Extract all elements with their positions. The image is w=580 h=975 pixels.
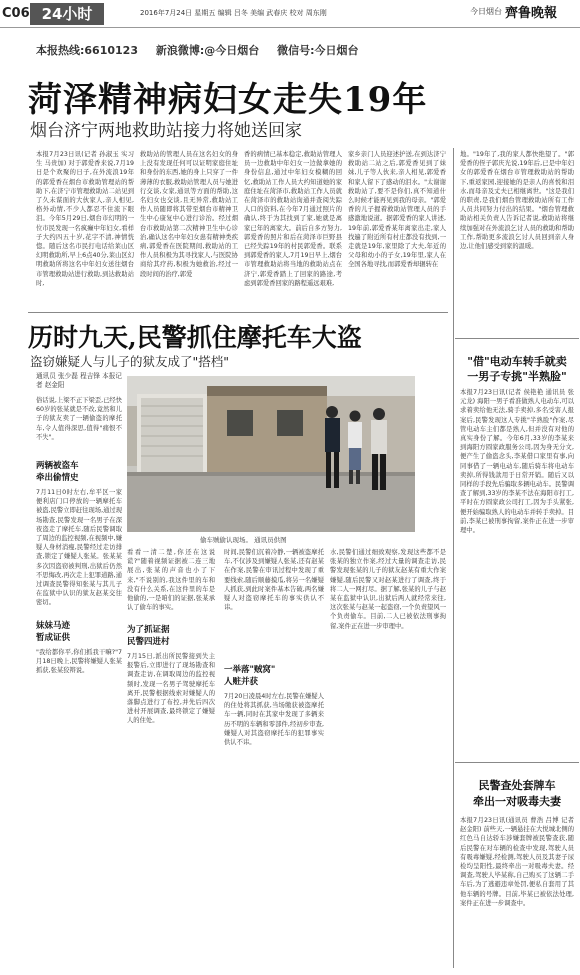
photo-caption: 偷车贼偷认现场。 通讯员供图 <box>200 536 287 544</box>
article2-col-left-2: "我给都你平,你们抓我干嘛?"7月18日晚上,民警将嫌疑人张某抓获,张某狡辩说。 <box>36 649 122 675</box>
article1-col5: 地。"19年了,我的家人都快绝望了。"郭爱香的侄子郭庆光说,19年后,已是中年妇女的郭爱香在烟台市管理救助站的帮助下,重返家园,迎接她的是亲人的喜悦和泪水,而母亲及丈夫已相继离世。"这是我们的职责,是我们烟台管理救助站所有工作人员共同努力付出的结果。"烟台管理救助站相关负责人告诉记者说,救助站将继续加强对在外流浪乞讨人员的救助和帮助工作,帮助更多流浪乞讨人员回到亲人身边,让他们感受到家的温暖。 <box>460 151 574 251</box>
photo-illustration <box>127 376 415 532</box>
article2-intro: 俗话说,上梁不正下梁歪,已经快60岁的张某就是不改,竟然和儿子的狱友卖了一辆偷盗的摩托车,令人值得深思,值得"痛恨不不失"。 <box>36 397 122 441</box>
top-bar <box>0 0 580 28</box>
date-info-line: 2016年7月24日 星期五 编辑 吕冬 美编 武春庆 校对 周东刚 <box>140 9 327 17</box>
article1-col1: 本报7月23日讯(记者 孙淑玉 实习生 马贵加) 对于郭爱香来说,7月19日是个欢聚的日子,在外流浪19年的郭爱香在烟台市救助管理站的帮助下,在济宁市管理救助站二站见到了久未谋面的大伙家人,亲人相见,格外动情,不少人都忍不住流下眼泪。今年5月29日,烟台市幻明的一位市民发现一名疯癫中年妇女,看样子大约四五十岁,花字不清,神情恍惚。随后这名市民打电话给莱山区幻明救助所,早上6点40分,莱山区幻明救助所将这名中年妇女送往烟台市管理救助站进行救助,到达救助站时, <box>36 151 134 287</box>
article4-body: 本报7月23日讯(通讯员 曹浩 吕博 记者 赵金阳) 前些天,一辆悬挂在大悦城北侧的红色马自达轿车涉嫌套牌被民警查获,随后民警在对车辆的检查中发现,驾驶人员有吸毒嫌疑,经检测,驾驶人员及其妻子尿检均呈阳性,最终牵出一对吸毒夫妻。经调查,驾驶人毕某称,自己购买了这辆二手车后,为了逃避违章处罚,便私自套用了其他车辆的号牌。目前,毕某已被依法处理,案件正在进一步调查中。 <box>460 817 574 907</box>
article2-subhead-3: 为了抓证据 民警四进村 <box>127 625 170 647</box>
section-label: 24小时 <box>30 3 104 25</box>
hotline-weibo: 新浪微博:@今日烟台 <box>155 44 260 57</box>
news-photo <box>127 376 415 532</box>
divider <box>455 762 579 763</box>
article1-col2: 救助站的管理人员在这名妇女的身上没有发现任何可以证明家庭住址和身份的东西,她的身上只穿了一件薄薄的衣服,救助站管理人员与她进行交谈,女家,通讯等方面的帮助,这名妇女也交谈,且无异常,救助站工作人员随即将其带至烟台市精神卫生中心康复中心进行诊治。经过烟台市救助站第二次精神卫生中心诊治,确认这名中年妇女患有精神类疾病,郭爱香在医院期间,救助站的工作人员积极为其寻找家人,与医院协商给其疗药,积极为她救治,经过一段时间的治疗,郭爱 <box>140 151 238 278</box>
headline-1: 菏泽精神病妇女走失19年 <box>28 80 428 120</box>
subheadline-2: 盗窃嫌疑人与儿子的狱友成了"搭档" <box>30 354 229 369</box>
article2-subhead-2: 妹妹马迹 暂成证供 <box>36 621 71 643</box>
article1-col4: 家乡亲门人员迎述护送,在到达济宁救助站二站之后,郭爱香见到了妹妹,儿子等人伙来,亲人相见,郭爱香和家人留下了感动的泪水。"太谢谢救助站了,要不是你们,真不知道什么时候才能再见到我的母亲。"郭爱香的儿子握着救助站管理人员的手感激地说道。据郭爱香的家人讲述,19年前,郭爱香某年离家出走,家人找遍了附近所有村庄都没有找到,一走就是19年,家里除了大夫,年近的父母和幼小的子女,19年里,家人在全国各地寻找,而郭爱香却辗转在 <box>348 151 446 269</box>
article3-body: 本报7月23日讯(记者 侯艳艳 通讯员 张元龙) 海阳一男子看准做熟人电动车,可以求着卖给他无法,骑手卖掉,多名受害人报案后,民警发现这人专挑"半熟脸"作案,尽管电动车主们都是熟人,但并没有对他的真实身份了解。今年6月,33岁的李某来到海阳方圆家政服务公司,因为身无分文,便产生了偷盗念头,李某借口家里有事,向同事借了一辆电动车,随后骑车将电动车卖掉,所得钱款用于日常开销。随后又以同样的手段先后骗取多辆电动车。民警调查了解到,33岁的李某不法在海阳市打工,平时在方圆家政公司打工,因为手头紧张,便开始骗取熟人的电动车并转手卖掉。目前,李某已被刑事拘留,案件正在进一步审理中。 <box>460 389 574 535</box>
page-number: C06 <box>2 6 30 21</box>
headline-4: 民警查处套牌车 牵出一对吸毒夫妻 <box>473 779 561 808</box>
column-divider <box>453 148 454 968</box>
article1-col3: 香的病情已基本稳定,救助站管理人员一边救助中年妇女一边做拿她的身份信息,通过中年妇女模糊的回忆,救助站工作人员大约知道她的家庭住址在菏泽市,救助站工作人员就在菏泽市的救助站询通并查阅失踪人口的资料,在今年7月通过照片的确认,终于为其找到了家,她就是离家已年的离家大。前后自多方努力,郭爱香的照片和后在菏泽市巨野县已经失踪19年的村民郭爱香。联系到郭爱香的家人,7月19日早上,烟台市管理救助站将当地的救助站点在济宁,郭爱香踏上了回家的路途,考虑到郭爱香回家的路程遥远艰难, <box>244 151 342 287</box>
divider <box>455 338 579 339</box>
article2-byline: 通讯员 张少磊 程吉锋 本报记者 赵金阳 <box>36 372 122 390</box>
article2-subhead-4: 一举落"贼窝" 人赃并获 <box>224 665 276 687</box>
headline-2: 历时九天,民警抓住摩托车大盗 <box>28 323 362 352</box>
hotline-bar <box>36 42 372 58</box>
hotline-wechat: 微信号:今日烟台 <box>277 44 359 57</box>
divider <box>28 312 448 313</box>
headline-3: "借"电动车转手就卖 一男子专挑"半熟脸" <box>467 355 567 383</box>
today-label: 今日烟台 <box>470 7 502 16</box>
article2-col-left: 7月11日0时左右,牟平区一家便利店门口停放的一辆摩托车被盗,民警立即赶往现场,通过现场勘查,民警发现一名男子在深夜盗走了摩托车,随后民警调取了周边的监控视频,在视频中,嫌疑人身材消瘦,民警经过走访排查,锁定了嫌疑人张某。张某某多次因盗窃被判刑,出狱后仍然不思悔改,再次走上犯罪道路,通过调查民警得知张某与其儿子在监狱中认识的狱友赵某交往密切。 <box>36 489 122 607</box>
subheadline-1: 烟台济宁两地救助站接力将她送回家 <box>30 121 302 141</box>
article2-col-mid1: 看看一清二楚,你还在这说谎?"随着视频证据被二连三地展出,张某的声音也小了下来,"不说别的,我这件里的车和没有什么关系,在这件里的车是他偷的,一是咱们的证据,张某承认了偷车的事实。 <box>127 549 215 612</box>
article2-col-mid2: 时间,民警们沉着冷静,一辆被盗摩托车,不仅涉及到嫌疑人张某,还有赵某在作案,民警在审讯过程中发现了重要线索,随后顺藤摸瓜,将另一名嫌疑人抓获,到此时案件基本告破,两名嫌疑人对盗窃摩托车的事实供认不讳。 <box>224 549 324 612</box>
hotline-phone: 本报热线:6610123 <box>36 44 138 57</box>
article2-col-mid1b: 7月15日,派出所民警接到失主报警后,立即进行了现场勘查和调查走访,在调取周边的监控视频时,发现一名男子驾驶摩托车离开,民警根据线索对嫌疑人的落脚点进行了布控,并先后四次进村开展调查,最终锁定了嫌疑人的住处。 <box>127 653 215 725</box>
article2-col-mid3: 水,民警们通过细致观察,发现这些都不是张某的独立作案,经过大量的调查走访,民警发现张某的儿子的狱友赵某有重大作案嫌疑,随后民警又对赵某进行了调查,终于将二人一网打尽。据了解,张某的儿子与赵某在监狱中认识,出狱后两人就经常来往,这次张某与赵某一起盗窃,一个负责望风一个负责偷车。目前,二人已被依法刑事拘留,案件正在进一步审理中。 <box>330 549 446 630</box>
article2-col-mid2b: 7月20日凌晨4时左右,民警在嫌疑人的住处将其抓获,当场缴获被盗摩托车一辆,同时在其家中发现了多辆来历不明的车辆和零部件,经初步审查,嫌疑人对其盗窃摩托车的犯罪事实供认不讳。 <box>224 693 324 747</box>
article2-subhead-1: 两辆被盗车 牵出偷情史 <box>36 461 79 483</box>
newspaper-logo: 齊鲁晚報 <box>505 6 558 21</box>
